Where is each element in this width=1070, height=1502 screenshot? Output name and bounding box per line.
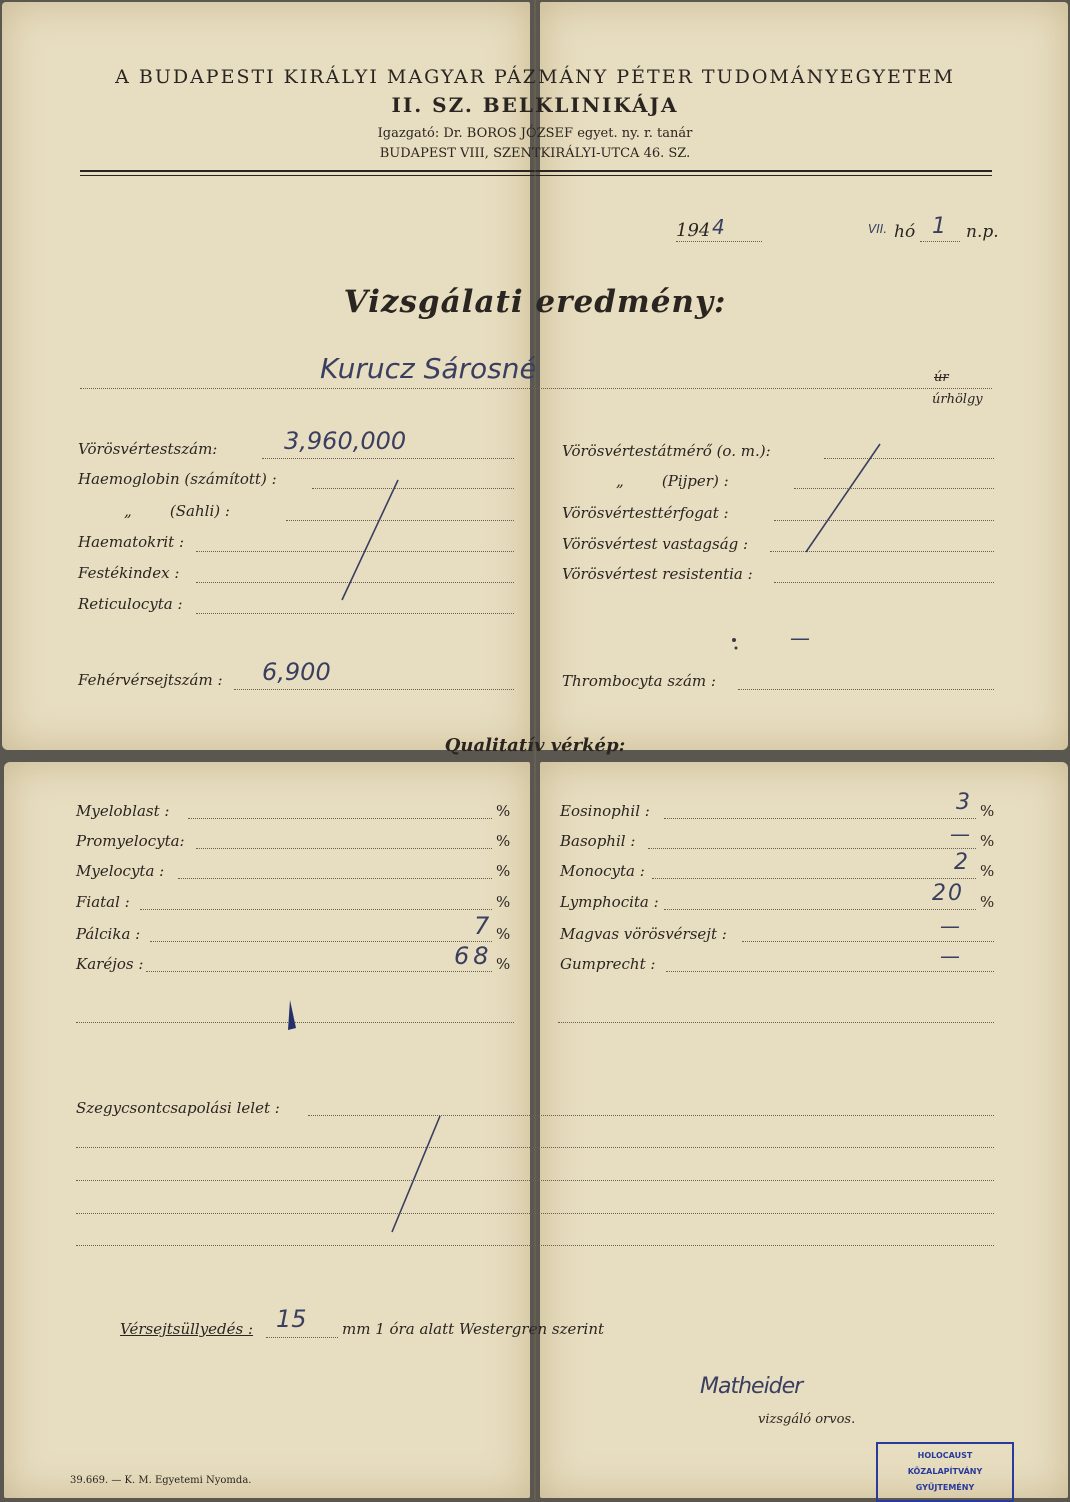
- label-thrombocyta: Thrombocyta szám :: [562, 672, 716, 690]
- label-eosinophil: Eosinophil :: [560, 802, 650, 820]
- label-magvas-vorosversejt: Magvas vörösvérsejt :: [560, 925, 727, 943]
- address-line: BUDAPEST VIII, SZENTKIRÁLYI-UTCA 46. SZ.: [379, 146, 691, 161]
- percent-fiatal: %: [496, 893, 511, 911]
- value-thrombocyta: —: [790, 626, 810, 650]
- director-line: Igazgató: Dr. BOROS JÓZSEF egyet. ny. r. tanár: [377, 126, 693, 141]
- unit-basophil: %: [980, 832, 995, 850]
- label-gumprecht: Gumprecht :: [560, 955, 656, 973]
- label-basophil: Basophil :: [560, 832, 636, 850]
- document-title: Vizsgálati eredmény:: [343, 284, 727, 320]
- percent-myelocyta: %: [496, 862, 511, 880]
- ink-dot-1: [732, 638, 736, 642]
- value-magvas-vorosversejt: —: [940, 914, 960, 938]
- label-szegycsontcsapolas: Szegycsontcsapolási lelet :: [76, 1099, 280, 1117]
- date-day: 1: [932, 214, 946, 239]
- label-vorosvertestterfogat: Vörösvértesttérfogat :: [562, 504, 729, 522]
- patient-title: úrhölgy: [932, 392, 983, 407]
- label-haematokrit: Haematokrit :: [78, 533, 185, 551]
- clinic-name: II. SZ. BELKLINIKÁJA: [391, 93, 679, 117]
- ink-dot-2: [735, 647, 738, 650]
- value-monocyta: 2: [954, 850, 968, 875]
- label-festekindex: Festékindex :: [78, 564, 180, 582]
- label-reticulocyta: Reticulocyta :: [78, 595, 183, 613]
- label-myeloblast: Myeloblast :: [76, 802, 170, 820]
- label-fehervervsejtszam: Fehérvérsejtszám :: [78, 671, 223, 689]
- label-vastagsag: Vörösvértest vastagság :: [562, 535, 749, 553]
- university-name: A BUDAPESTI KIRÁLYI MAGYAR PÁZMÁNY PÉTER TUDOMÁNYEGYETEM: [115, 66, 955, 88]
- date-day-suffix: n.p.: [966, 222, 999, 242]
- percent-promyelocyta: %: [496, 832, 511, 850]
- label-haemoglobin-szamitott: Haemoglobin (számított) :: [78, 470, 277, 488]
- label-promyelocyta: Promyelocyta:: [76, 832, 185, 850]
- label-versejtsullyedes: Vérsejtsüllyedés :: [120, 1320, 254, 1338]
- value-fehervervsejtszam: 6,900: [262, 658, 331, 686]
- null-stroke-sternum: [392, 1116, 440, 1232]
- null-stroke-right-blood: [806, 444, 880, 552]
- label-myelocyta: Myelocyta :: [76, 862, 165, 880]
- label-fiatal: Fiatal :: [76, 893, 130, 911]
- stamp-line-2: GYŰJTEMÉNY: [915, 1483, 975, 1492]
- patient-name: Kurucz Sárosné: [320, 352, 537, 385]
- value-vorosvertestszam: 3,960,000: [284, 427, 407, 455]
- unit-monocyta: %: [980, 862, 995, 880]
- value-versejtsullyedes: 15: [276, 1305, 307, 1333]
- unit-eosinophil: %: [980, 802, 995, 820]
- label-vorosvertestatmero: Vörösvértestátmérő (o. m.):: [562, 442, 771, 460]
- value-lymphocita: 20: [932, 881, 964, 906]
- label-palcika: Pálcika :: [76, 925, 141, 943]
- null-stroke-left-blood: [342, 480, 398, 600]
- date-month-suffix: hó: [894, 222, 916, 242]
- stamp-line-1: HOLOCAUST KÖZALAPÍTVÁNY: [907, 1451, 983, 1476]
- patient-title-struck: úr: [934, 370, 949, 385]
- sedimentation-suffix: mm 1 óra alatt Westergren szerint: [342, 1320, 605, 1338]
- percent-karejos: %: [496, 955, 511, 973]
- value-karejos: 68: [454, 942, 493, 970]
- ink-blot: [288, 1000, 296, 1030]
- value-palcika: 7: [474, 912, 490, 940]
- printer-line: 39.669. — K. M. Egyetemi Nyomda.: [70, 1475, 252, 1486]
- signature: Matheider: [700, 1374, 803, 1399]
- label-haemoglobin-sahli: „ (Sahli) :: [124, 502, 230, 520]
- value-basophil: —: [950, 822, 970, 846]
- percent-palcika: %: [496, 925, 511, 943]
- signature-role: vizsgáló orvos.: [758, 1412, 856, 1427]
- date-year-digit: 4: [712, 215, 725, 239]
- qualitative-title: Qualitatív vérkép:: [444, 735, 626, 756]
- date-year-prefix: 194: [676, 220, 711, 241]
- label-lymphocita: Lymphocita :: [560, 893, 659, 911]
- label-pijper: „ (Pijper) :: [616, 472, 729, 490]
- percent-myeloblast: %: [496, 802, 511, 820]
- label-vorosvertestszam: Vörösvértestszám:: [78, 440, 218, 458]
- value-gumprecht: —: [940, 944, 960, 968]
- label-monocyta: Monocyta :: [560, 862, 645, 880]
- value-eosinophil: 3: [956, 790, 970, 815]
- label-karejos: Karéjos :: [76, 955, 144, 973]
- unit-lymphocita: %: [980, 893, 995, 911]
- date-month: VII.: [868, 222, 888, 236]
- label-resistentia: Vörösvértest resistentia :: [562, 565, 753, 583]
